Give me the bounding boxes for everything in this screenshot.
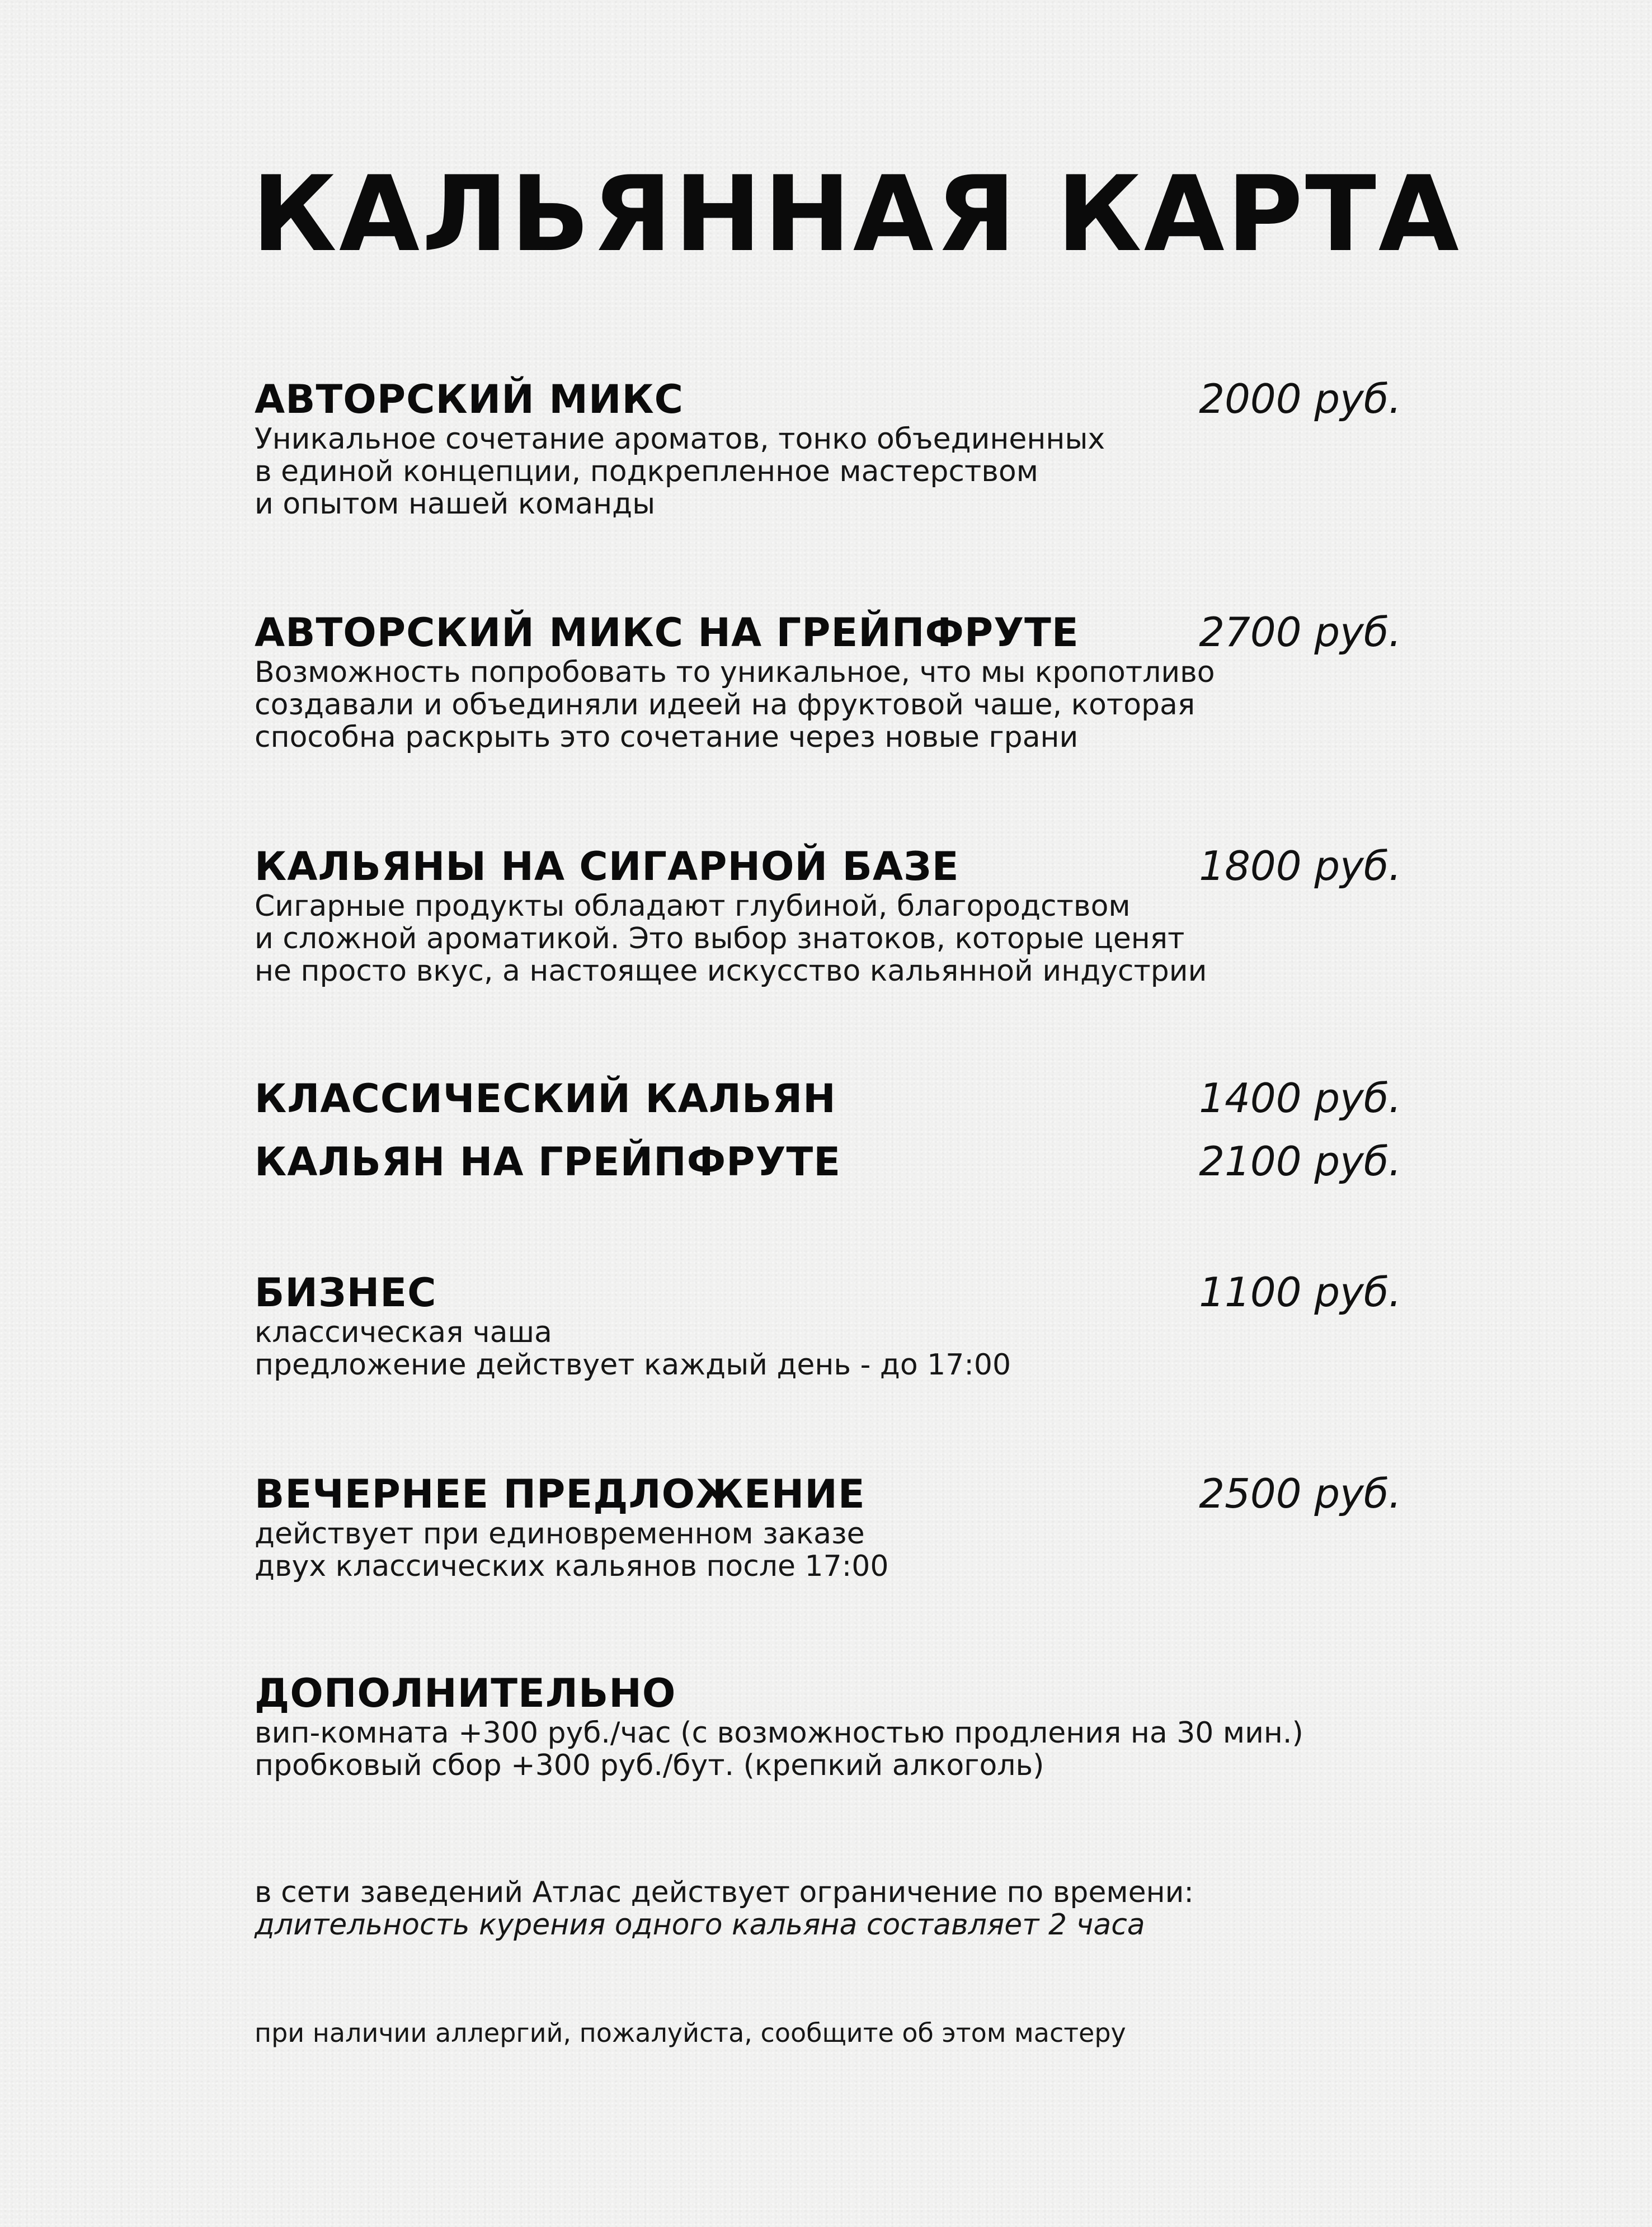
menu-item-price: 1100 руб. [1199,1269,1401,1316]
menu-item-author-mix [255,375,1401,520]
menu-item-price: 2700 руб. [1199,609,1401,656]
allergy-note [255,2018,1401,2048]
menu-item-desc-line: способна раскрыть это сочетание через новые грани [255,721,1079,755]
menu-item-desc-line: создавали и объединяли идеей на фруктовой чаше, которая [255,688,1196,722]
menu-item-evening-offer [255,1470,1401,1583]
extra-section [255,1670,1401,1782]
menu-item-name: ВЕЧЕРНЕЕ ПРЕДЛОЖЕНИЕ [255,1471,865,1517]
menu-item-header [255,1137,1401,1185]
menu-item-price: 1400 руб. [1199,1075,1401,1122]
extra-line: пробковый сбор +300 руб./бут. (крепкий алкоголь) [255,1749,1044,1782]
menu-item-desc-line: классическая чаша [255,1316,552,1350]
menu-item-header [255,1470,1401,1518]
menu-item-price: 2100 руб. [1199,1138,1401,1185]
menu-item-header [255,608,1401,656]
menu-item-header [255,842,1401,890]
time-limit-line: в сети заведений Атлас действует ограничение по времени: [255,1876,1194,1909]
menu-item-desc-line: предложение действует каждый день - до 17:00 [255,1348,1011,1382]
menu-item-header [255,375,1401,423]
menu-item-name: АВТОРСКИЙ МИКС [255,376,684,422]
menu-item-desc-line: и опытом нашей команды [255,487,656,521]
menu-item-desc-line: в единой концепции, подкрепленное мастерством [255,455,1038,489]
menu-item-name: КАЛЬЯНЫ НА СИГАРНОЙ БАЗЕ [255,844,959,889]
menu-item-header [255,1268,1401,1316]
menu-item-desc-line: не просто вкус, а настоящее искусство кальянной индустрии [255,954,1207,988]
menu-item-classic [255,1074,1401,1122]
extra-header [255,1670,1401,1717]
menu-item-author-mix-grapefruit [255,608,1401,754]
menu-item-cigar-base [255,842,1401,987]
menu-item-desc-line: двух классических кальянов после 17:00 [255,1550,889,1584]
menu-item-desc-line: действует при единовременном заказе [255,1517,865,1551]
menu-item-price: 1800 руб. [1199,842,1401,889]
extra-title: ДОПОЛНИТЕЛЬНО [255,1670,676,1716]
page-title: КАЛЬЯННАЯ КАРТА [252,153,1461,275]
extra-line: вип-комната +300 руб./час (с возможностью продления на 30 мин.) [255,1716,1303,1750]
menu-item-business [255,1268,1401,1381]
menu-item-header [255,1074,1401,1122]
menu-item-desc-line: Сигарные продукты обладают глубиной, благородством [255,889,1131,924]
menu-item-name: КЛАССИЧЕСКИЙ КАЛЬЯН [255,1076,836,1122]
time-limit-duration: длительность курения одного кальяна составляет 2 часа [255,1908,1145,1942]
menu-item-desc-line: и сложной ароматикой. Это выбор знатоков, которые ценят [255,922,1185,956]
menu-item-desc-line: Возможность попробовать то уникальное, что мы кропотливо [255,656,1215,690]
menu-item-name: БИЗНЕС [255,1270,437,1316]
menu-item-price: 2000 руб. [1199,375,1401,422]
allergy-note-text: при наличии аллергий, пожалуйста, сообщите об этом мастеру [255,2018,1126,2048]
menu-item-grapefruit [255,1137,1401,1185]
time-limit-note [255,1876,1401,1941]
menu-item-desc-line: Уникальное сочетание ароматов, тонко объединенных [255,422,1105,456]
menu-item-name: АВТОРСКИЙ МИКС НА ГРЕЙПФРУТЕ [255,610,1079,656]
menu-item-price: 2500 руб. [1199,1470,1401,1517]
menu-item-name: КАЛЬЯН НА ГРЕЙПФРУТЕ [255,1139,841,1185]
